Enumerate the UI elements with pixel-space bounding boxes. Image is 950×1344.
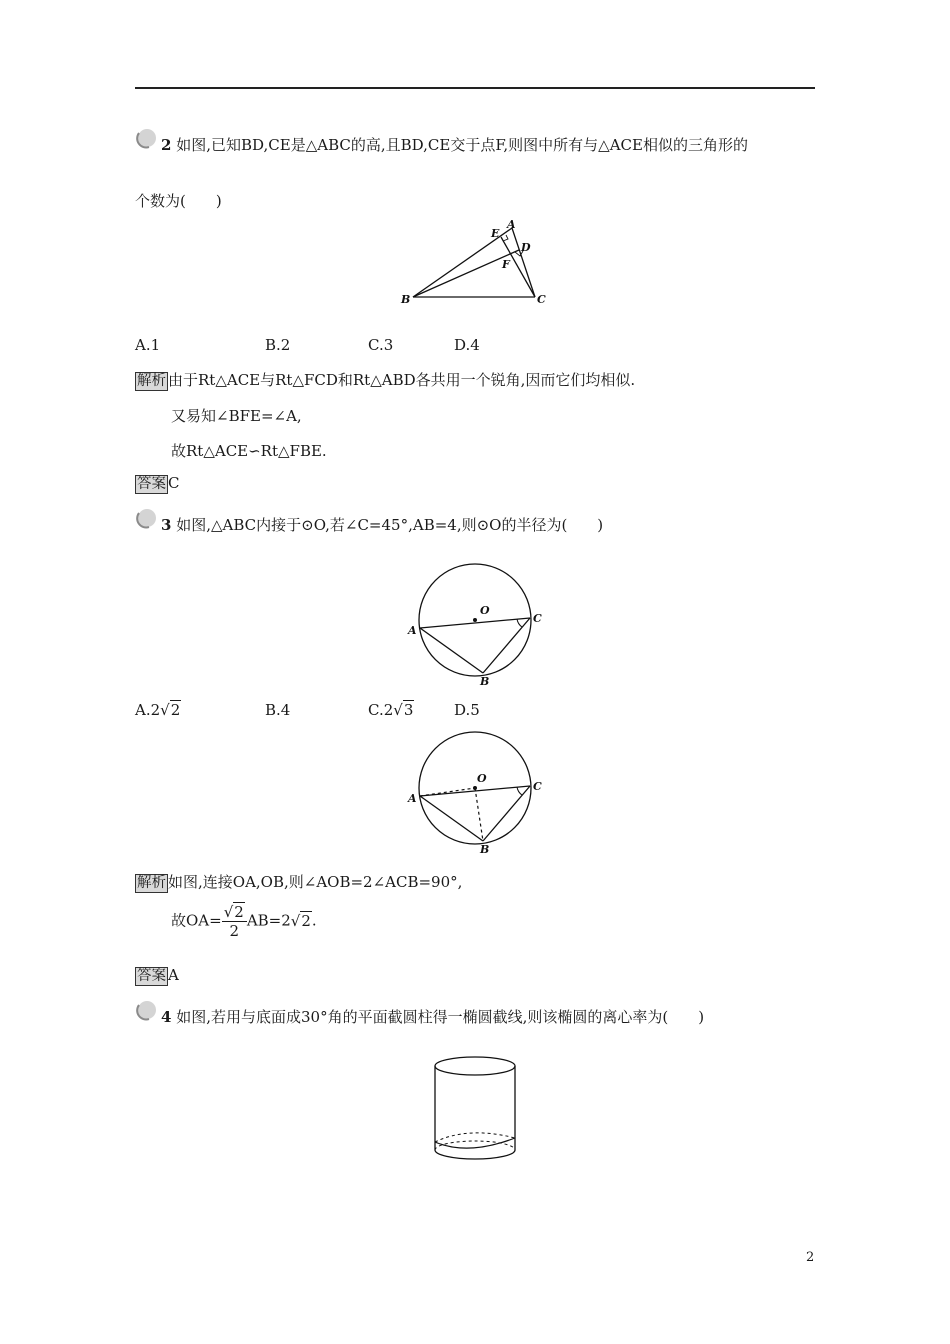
q2-analysis-tag: 解析 xyxy=(137,373,166,389)
q2-label-a: A xyxy=(507,218,516,231)
sqrt-symbol: √2 xyxy=(290,911,311,930)
q3-number: 3 xyxy=(161,516,172,534)
q2-analysis xyxy=(135,369,635,391)
q2-option-c: C.3 xyxy=(368,336,394,354)
q4-stem xyxy=(161,1006,704,1027)
question-marker-icon xyxy=(135,128,157,150)
q3-analysis-line2-end: . xyxy=(311,911,317,930)
q3-answer xyxy=(135,966,179,986)
q2-label-d: D xyxy=(521,241,531,254)
q3-option-b: B.4 xyxy=(265,701,291,719)
q3-label-o: O xyxy=(480,604,490,617)
q4-cylinder-figure xyxy=(428,1052,524,1167)
q3-option-a xyxy=(135,701,181,719)
q3-label-b: B xyxy=(480,675,490,688)
q2-number: 2 xyxy=(161,136,172,154)
q3-sol-label-b: B xyxy=(480,843,490,856)
q3-analysis-line2-radicand: 2 xyxy=(301,911,311,930)
q2-option-b: B.2 xyxy=(265,336,291,354)
q3-sol-label-a: A xyxy=(408,792,417,805)
q2-stem-line2: 个数为( ) xyxy=(135,192,222,210)
q2-label-e: E xyxy=(491,227,500,240)
q3-analysis-line2-prefix: 故OA= xyxy=(171,911,222,930)
q3-option-c-radicand: 3 xyxy=(403,701,414,719)
q3-sol-label-o: O xyxy=(477,772,487,785)
q3-option-c-prefix: C.2 xyxy=(368,701,394,719)
q2-analysis-line1: 由于Rt△ACE与Rt△FCD和Rt△ABD各共用一个锐角,因而它们均相似. xyxy=(168,371,636,389)
q3-stem xyxy=(161,514,603,535)
q3-option-d: D.5 xyxy=(454,701,480,719)
fraction-denominator: 2 xyxy=(229,922,240,940)
q3-answer-value: A xyxy=(168,966,179,984)
q2-option-d: D.4 xyxy=(454,336,480,354)
q3-option-c xyxy=(368,701,414,719)
q3-label-c: C xyxy=(533,612,542,625)
page-number: 2 xyxy=(806,1250,815,1265)
q3-analysis-line1: 如图,连接OA,OB,则∠AOB=2∠ACB=90°, xyxy=(168,873,463,891)
q3-analysis-line2-mid: AB=2 xyxy=(246,911,291,930)
q2-label-f: F xyxy=(502,258,510,271)
sqrt-symbol: √2 xyxy=(160,701,181,719)
question-marker-icon xyxy=(135,508,157,530)
q4-number: 4 xyxy=(161,1008,172,1026)
fraction xyxy=(222,903,247,940)
q2-option-a: A.1 xyxy=(135,336,161,354)
header-rule xyxy=(135,87,815,89)
q2-analysis-line2: 又易知∠BFE=∠A, xyxy=(171,407,302,425)
q3-solution-figure xyxy=(400,726,550,861)
q3-circle-figure xyxy=(400,558,550,693)
q2-answer-tag: 答案 xyxy=(137,476,166,492)
q3-analysis xyxy=(135,871,462,893)
sqrt-symbol: √3 xyxy=(393,701,414,719)
question-marker-icon xyxy=(135,1000,157,1022)
sqrt-symbol: √2 xyxy=(223,903,244,921)
q2-label-c: C xyxy=(537,293,546,306)
q2-stem-text: 如图,已知BD,CE是△ABC的高,且BD,CE交于点F,则图中所有与△ACE相似的三角形的 xyxy=(176,136,748,154)
q2-stem-line1 xyxy=(161,134,748,155)
q3-stem-text: 如图,△ABC内接于⊙O,若∠C=45°,AB=4,则⊙O的半径为( ) xyxy=(176,516,604,534)
q3-label-a: A xyxy=(408,624,417,637)
q2-analysis-line3: 故Rt△ACE∽Rt△FBE. xyxy=(171,442,327,460)
q3-analysis-tag: 解析 xyxy=(137,875,166,891)
q4-stem-text: 如图,若用与底面成30°角的平面截圆柱得一椭圆截线,则该椭圆的离心率为( ) xyxy=(176,1008,705,1026)
q2-triangle-figure xyxy=(395,215,555,310)
q3-analysis-line2 xyxy=(171,903,317,940)
q3-answer-tag: 答案 xyxy=(137,968,166,984)
q2-answer-value: C xyxy=(168,474,180,492)
q2-answer xyxy=(135,474,179,494)
q3-option-a-prefix: A.2 xyxy=(135,701,161,719)
fraction-numerator: 2 xyxy=(234,903,244,921)
q3-sol-label-c: C xyxy=(533,780,542,793)
q2-label-b: B xyxy=(401,293,411,306)
q3-option-a-radicand: 2 xyxy=(170,701,181,719)
